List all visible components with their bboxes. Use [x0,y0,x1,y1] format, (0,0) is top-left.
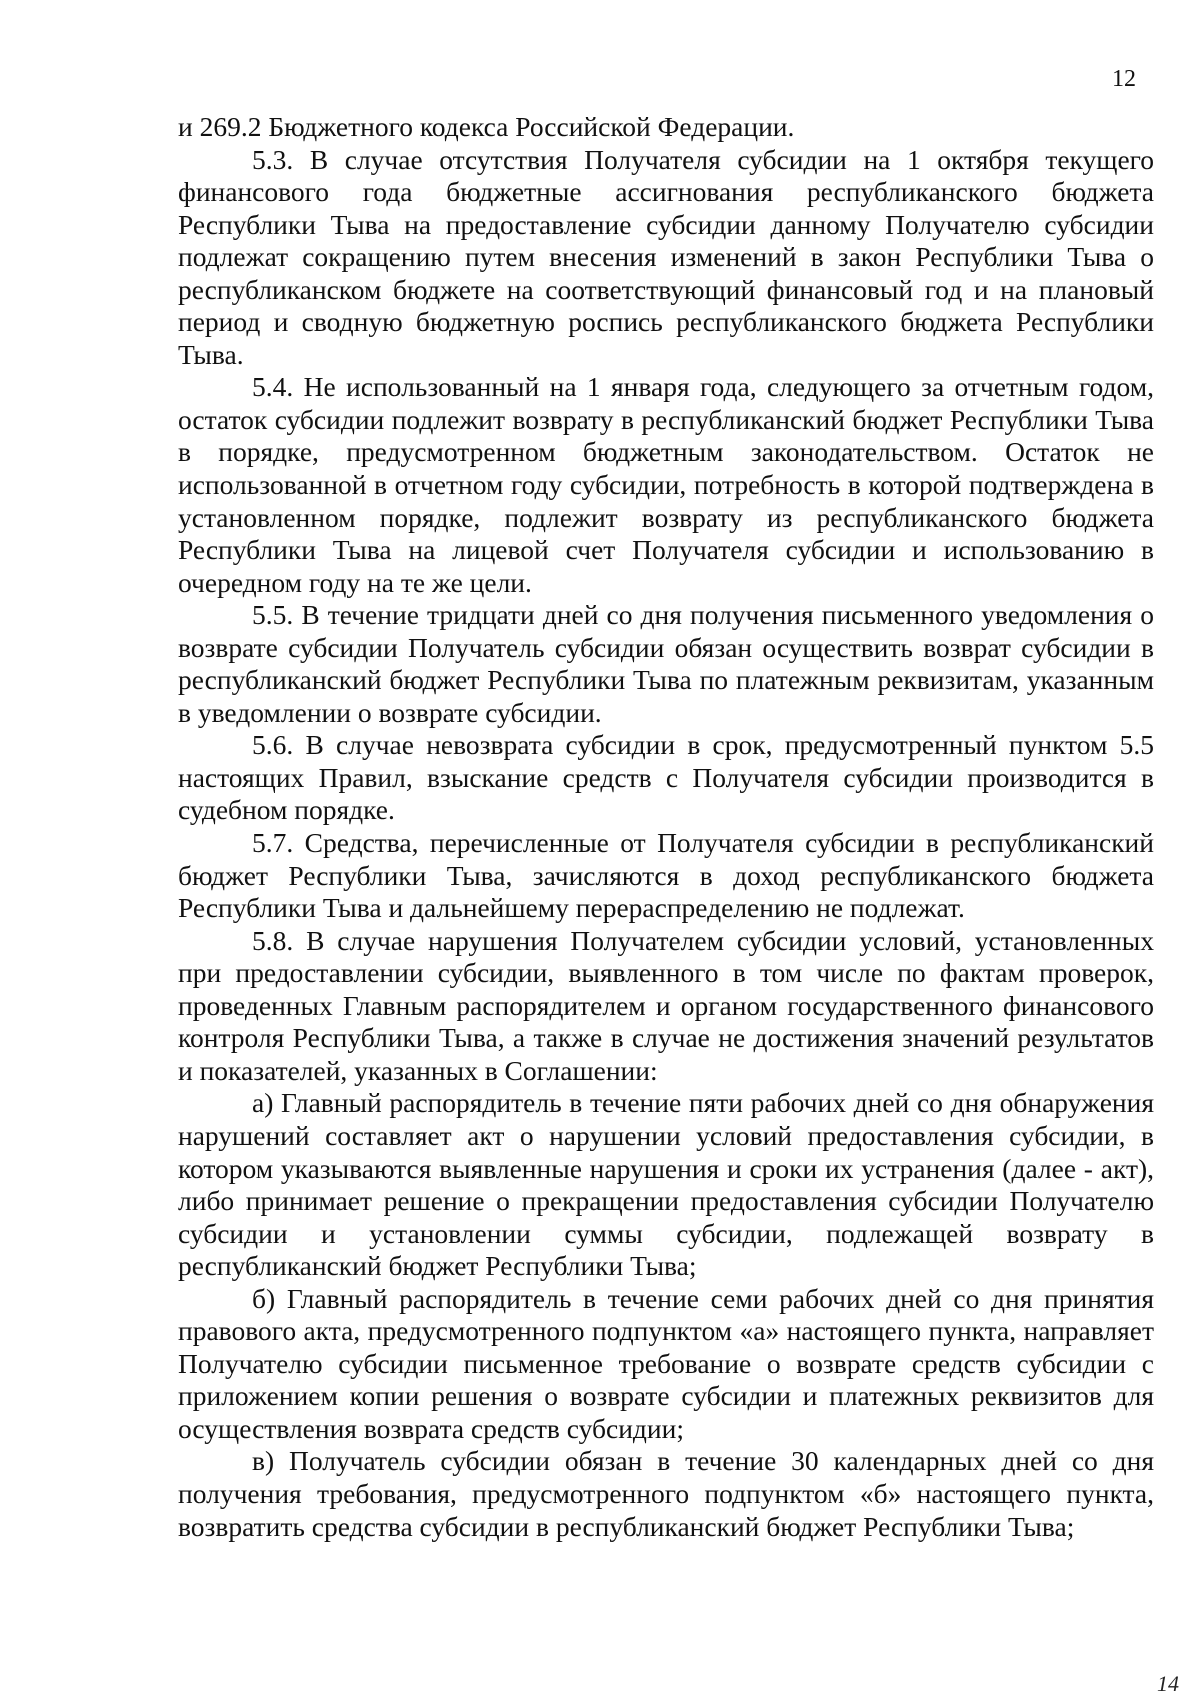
subparagraph-a: а) Главный распорядитель в течение пяти рабочих дней со дня обнаружения нарушений составляет акт о нарушении условий предоставления субсидии, в котором указываются выявленные нарушения и сроки их устранения (далее - акт), либо принимает решение о прекращении предоставления субсидии Получателю субсидии и установлении суммы субсидии, подлежащей возврату в республиканский бюджет Республики Тыва; [178,1087,1154,1282]
paragraph-5-8: 5.8. В случае нарушения Получателем субсидии условий, установленных при предоставлении субсидии, выявленного в том числе по фактам проверок, проведенных Главным распорядителем и органом государственного финансового контроля Республики Тыва, а также в случае не достижения значений результатов и показателей, указанных в Соглашении: [178,924,1154,1086]
subparagraph-b: б) Главный распорядитель в течение семи рабочих дней со дня принятия правового акта, предусмотренного подпунктом «а» настоящего пункта, направляет Получателю субсидии письменное требование о возврате средств субсидии с приложением копии решения о возврате субсидии и платежных реквизитов для осуществления возврата средств субсидии; [178,1282,1154,1444]
handwritten-page-mark: 14 [1157,1671,1179,1696]
paragraph-5-3: 5.3. В случае отсутствия Получателя субсидии на 1 октября текущего финансового года бюджетные ассигнования республиканского бюджета Республики Тыва на предоставление субсидии данному Получателю субсидии подлежат сокращению путем внесения изменений в закон Республики Тыва о республиканском бюджете на соответствующий финансовый год и на плановый период и сводную бюджетную роспись республиканского бюджета Республики Тыва. [178,143,1154,370]
paragraph-continuation: и 269.2 Бюджетного кодекса Российской Федерации. [178,111,795,142]
paragraph-5-4: 5.4. Не использованный на 1 января года, следующего за отчетным годом, остаток субсидии подлежит возврату в республиканский бюджет Республики Тыва в порядке, предусмотренном бюджетным законодательством. Остаток не использованной в отчетном году субсидии, потребность в которой подтверждена в установленном порядке, подлежит возврату из республиканского бюджета Республики Тыва на лицевой счет Получателя субсидии и использованию в очередном году на те же цели. [178,371,1154,598]
page-number: 12 [1112,66,1136,92]
paragraph-5-5: 5.5. В течение тридцати дней со дня получения письменного уведомления о возврате субсидии Получатель субсидии обязан осуществить возврат субсидии в республиканский бюджет Республики Тыва по платежным реквизитам, указанным в уведомлении о возврате субсидии. [178,599,1154,728]
paragraph-5-7: 5.7. Средства, перечисленные от Получателя субсидии в республиканский бюджет Республики Тыва, зачисляются в доход республиканского бюджета Республики Тыва и дальнейшему перераспределению не подлежат. [178,827,1154,924]
paragraph-5-6: 5.6. В случае невозврата субсидии в срок, предусмотренный пунктом 5.5 настоящих Правил, взыскание средств с Получателя субсидии производится в судебном порядке. [178,729,1154,826]
document-body [178,111,1154,1543]
subparagraph-v: в) Получатель субсидии обязан в течение 30 календарных дней со дня получения требования, предусмотренного подпунктом «б» настоящего пункта, возвратить средства субсидии в республиканский бюджет Республики Тыва; [178,1445,1154,1542]
